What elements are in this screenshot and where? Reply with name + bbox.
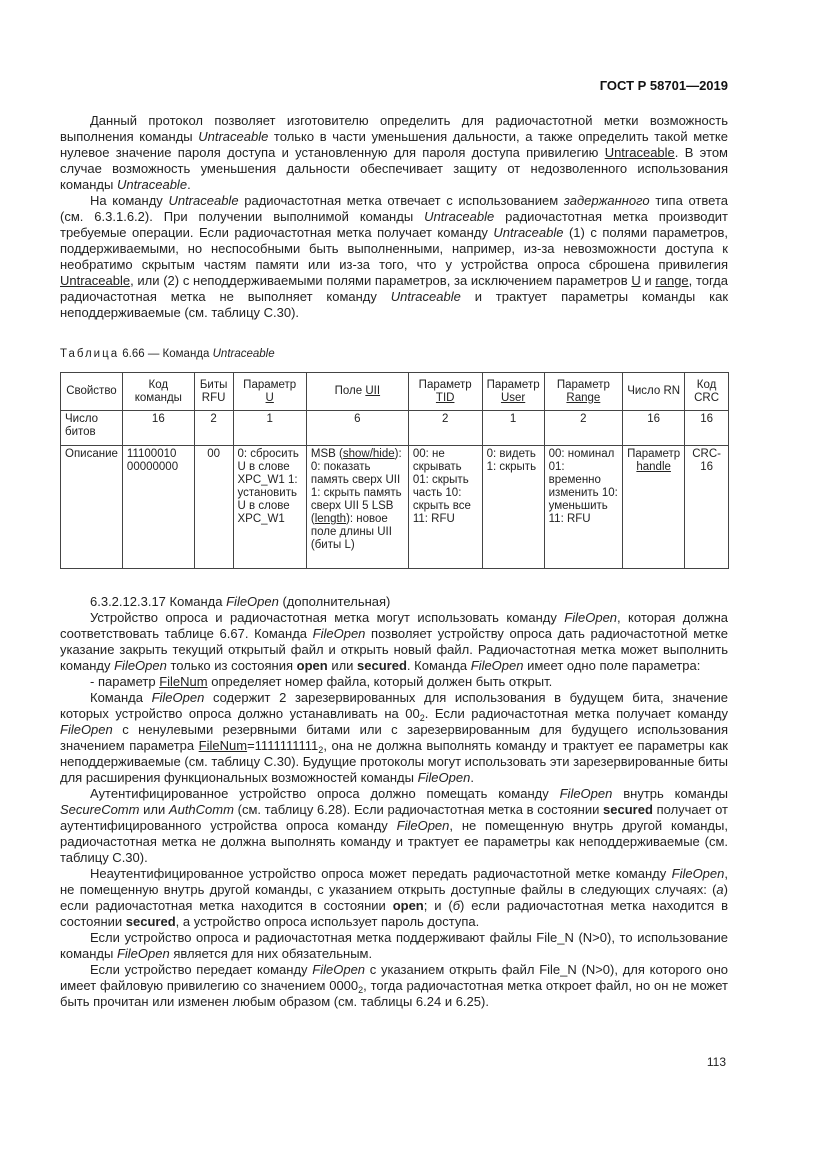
section-paragraph-7: Если устройство передает команду FileOpen с указанием открыть файл File_N (N>0), для которого оно имеет файловую привилегию со значением $0000_2$, тогда радиочастотная метка откроет файл, но он не может быть прочитан или изменен любым образом (см. таблицы 6.24 и 6.25). <box>60 962 728 1009</box>
section-paragraph-6: Если устройство опроса и радиочастотная метка поддерживают файлы File_N (N>0), то использование команды FileOpen является для них обязательным. <box>60 930 728 961</box>
table-cell: Число битов <box>61 411 123 446</box>
page-number: 113 <box>706 1055 726 1069</box>
header-uii-field: Поле UII <box>306 373 408 411</box>
table-cell: 00: номинал 01: временно изменить 10: уменьшить 11: RFU <box>544 446 623 569</box>
intro-paragraph-1: Данный протокол позволяет изготовителю определить для радиочастотной метки возможность выполнения команды Untraceable только в части уменьшения дальности, а также определить такой метке нулевое значение пароля доступа и установленную для пароля доступа привилегию Untraceable. В этом случае возможность уменьшения дальности обеспечивает защиту от недозволенного использования команды Untraceable. <box>60 113 728 192</box>
table-cell: 16 <box>122 411 194 446</box>
untraceable-command-table <box>60 372 729 569</box>
header-rn-number: Число RN <box>623 373 685 411</box>
section-paragraph-1: Устройство опроса и радиочастотная метка могут использовать команду FileOpen, которая должна соответствовать таблице 6.67. Команда FileOpen позволяет устройству опроса дать радиочастотной метке указание закрыть текущий открытый файл и открыть новый файл. Радиочастотная метка может выполнить команду FileOpen только из состояния open или secured. Команда FileOpen имеет одно поле параметра: <box>60 610 729 673</box>
table-cell: 16 <box>623 411 685 446</box>
table-cell: 16 <box>685 411 729 446</box>
section-paragraph-5: Неаутентифицированное устройство опроса может передать радиочастотной метке команду FileOpen, не помещенную внутрь другой команды, с указанием открыть доступные файлы в следующих случаях: (а) если радиочастотная метка находится в состоянии open; и (б) если радиочастотная метка находится в состоянии secured, а устройство опроса использует пароль доступа. <box>60 866 729 929</box>
table-cell: 1 <box>482 411 544 446</box>
header-param-user: Параметр User <box>482 373 544 411</box>
table-cell: Описание <box>61 446 123 569</box>
section-heading: 6.3.2.12.3.17 Команда FileOpen (дополнительная) <box>90 594 391 609</box>
table-cell: MSB (show/hide): 0: показать память сверх UII 1: скрыть память сверх UII 5 LSB (length): новое поле длины UII (биты L) <box>306 446 408 569</box>
table-cell: 00 <box>194 446 233 569</box>
table-row-bits <box>61 411 729 446</box>
table-cell: 2 <box>194 411 233 446</box>
section-paragraph-3: Команда FileOpen содержит 2 зарезервированных для использования в будущем бита, значение которых устройство опроса должно устанавливать на $00_2$. Если радиочастотная метка получает команду FileOpen с ненулевыми резервными битами или с зарезервированным для будущего использования значением параметра $FileNum=1111111111_2$, она не должна выполнять команду и трактует ее параметры как неподдерживаемые (см. таблицу С.30). Будущие протоколы могут использовать эти зарезервированные биты для расширения функциональных возможностей команды FileOpen. <box>60 690 728 785</box>
section-paragraph-2: - параметр FileNum определяет номер файла, который должен быть открыт. <box>90 674 553 689</box>
header-param-u: Параметр U <box>233 373 306 411</box>
intro-paragraph-2: На команду Untraceable радиочастотная метка отвечает с использованием задержанного типа ответа (см. 6.3.1.6.2). При получении выполнимой команды Untraceable радиочастотная метка производит требуемые операции. Если радиочастотная метка получает команду Untraceable (1) с полями параметров, поддерживаемыми, но неспособными быть выполненными, например, из-за невозможности доступа к необратимо скрытым частям памяти или из-за того, что у устройства опроса сброшена привилегия Untraceable, или (2) с неподдерживаемыми полями параметров, за исключением параметров U и range, тогда радиочастотная метка не выполняет команду Untraceable и трактует параметры команды как неподдерживаемые (см. таблицу С.30). <box>60 193 729 320</box>
table-cell: CRC-16 <box>685 446 729 569</box>
header-crc-code: Код CRC <box>685 373 729 411</box>
table-cell: 2 <box>544 411 623 446</box>
table-cell: 0: видеть 1: скрыть <box>482 446 544 569</box>
table-cell: 11100010 00000000 <box>122 446 194 569</box>
table-cell: 0: сбросить U в слове XPC_W1 1: установить U в слове XPC_W1 <box>233 446 306 569</box>
table-caption: Таблица 6.66 — Команда Untraceable <box>60 348 275 360</box>
standard-header: ГОСТ Р 58701—2019 <box>599 78 728 93</box>
table-row-description <box>61 446 729 569</box>
table-cell: Параметр handle <box>623 446 685 569</box>
table-cell: 6 <box>306 411 408 446</box>
intro-text <box>60 113 728 321</box>
header-rfu-bits: Биты RFU <box>194 373 233 411</box>
table-cell: 2 <box>408 411 482 446</box>
table-cell: 1 <box>233 411 306 446</box>
section-text <box>60 594 728 1010</box>
section-paragraph-4: Аутентифицированное устройство опроса должно помещать команду FileOpen внутрь команды SecureComm или AuthComm (см. таблицу 6.28). Если радиочастотная метка в состоянии secured получает от аутентифицированного устройства опроса команду FileOpen, не помещенную внутрь другой команды, радиочастотная метка не должна выполнять команду и трактует ее параметры как неподдерживаемые (см. таблицу С.30). <box>60 786 728 865</box>
header-property: Свойство <box>61 373 123 411</box>
table-cell: 00: не скрывать 01: скрыть часть 10: скрыть все 11: RFU <box>408 446 482 569</box>
table-header-row <box>61 373 729 411</box>
header-param-tid: Параметр TID <box>408 373 482 411</box>
header-command-code: Код команды <box>122 373 194 411</box>
header-param-range: Параметр Range <box>544 373 623 411</box>
